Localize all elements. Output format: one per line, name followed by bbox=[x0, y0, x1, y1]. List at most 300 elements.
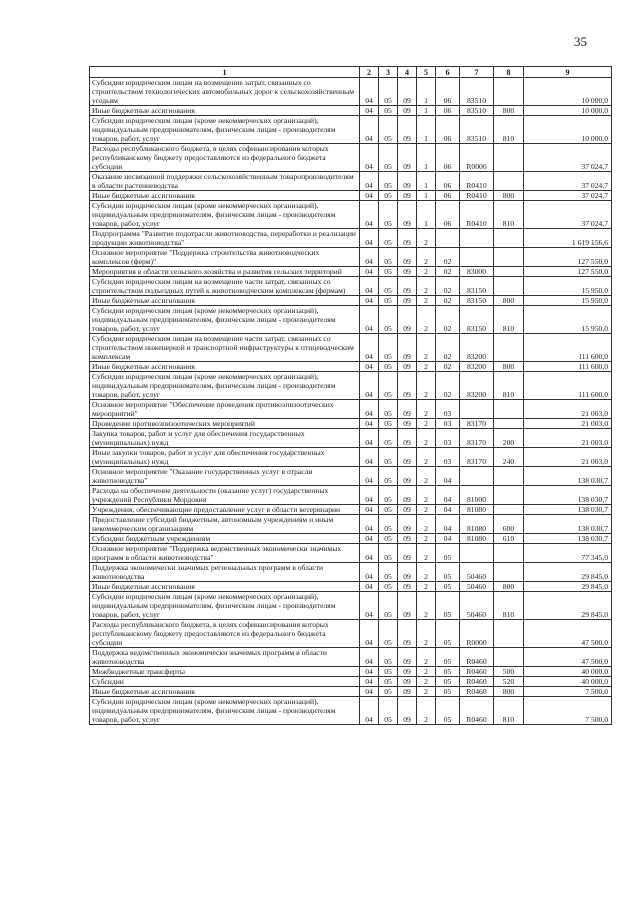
row-name: Межбюджетные трансферты bbox=[90, 667, 360, 677]
row-name: Субсидии юридическим лицам (кроме некоммерческих организаций), индивидуальным предпринимателям, физическим лицам - производителям товаров, работ, услуг bbox=[90, 116, 360, 144]
code-subsection: 09 bbox=[398, 229, 417, 248]
row-amount: 15 950,0 bbox=[524, 306, 612, 334]
code-measure: 06 bbox=[436, 116, 460, 144]
code-program: 2 bbox=[417, 515, 436, 534]
row-name: Учреждения, обеспечивающие предоставление услуг в области ветеринарии bbox=[90, 505, 360, 515]
code-direction: R0460 bbox=[460, 677, 494, 687]
code-direction: 83150 bbox=[460, 306, 494, 334]
code-expense-type bbox=[494, 277, 524, 296]
code-subsection: 09 bbox=[398, 505, 417, 515]
code-measure: 06 bbox=[436, 172, 460, 191]
row-name: Оказание несвязанной поддержки сельскохозяйственным товаропроизводителям в области растениеводства bbox=[90, 172, 360, 191]
row-name: Иные бюджетные ассигнования bbox=[90, 296, 360, 306]
code-section: 05 bbox=[379, 296, 398, 306]
code-section: 05 bbox=[379, 201, 398, 229]
row-amount: 21 003,0 bbox=[524, 400, 612, 419]
code-ministry: 04 bbox=[360, 419, 379, 429]
row-name: Субсидии bbox=[90, 677, 360, 687]
code-section: 05 bbox=[379, 667, 398, 677]
row-name: Проведение противоэпизоотических мероприятий bbox=[90, 419, 360, 429]
code-measure: 05 bbox=[436, 592, 460, 620]
code-subsection: 09 bbox=[398, 687, 417, 697]
code-ministry: 04 bbox=[360, 592, 379, 620]
table-row bbox=[90, 544, 612, 563]
code-direction bbox=[460, 544, 494, 563]
code-direction: 83200 bbox=[460, 334, 494, 362]
code-ministry: 04 bbox=[360, 429, 379, 448]
code-measure: 02 bbox=[436, 334, 460, 362]
code-measure: 05 bbox=[436, 667, 460, 677]
row-amount: 7 500,0 bbox=[524, 697, 612, 725]
code-section: 05 bbox=[379, 106, 398, 116]
row-amount: 1 619 156,6 bbox=[524, 229, 612, 248]
code-program: 2 bbox=[417, 620, 436, 648]
row-amount: 138 030,7 bbox=[524, 467, 612, 486]
table-row bbox=[90, 467, 612, 486]
row-name: Субсидии юридическим лицам (кроме некоммерческих организаций), индивидуальным предпринимателям, физическим лицам - производителям товаров, работ, услуг bbox=[90, 592, 360, 620]
code-expense-type bbox=[494, 505, 524, 515]
code-subsection: 09 bbox=[398, 116, 417, 144]
table-row bbox=[90, 372, 612, 400]
column-header-7: 7 bbox=[460, 67, 494, 78]
code-measure: 02 bbox=[436, 267, 460, 277]
code-ministry: 04 bbox=[360, 677, 379, 687]
code-direction: 83170 bbox=[460, 429, 494, 448]
table-row bbox=[90, 620, 612, 648]
code-measure: 05 bbox=[436, 620, 460, 648]
code-measure: 04 bbox=[436, 505, 460, 515]
code-subsection: 09 bbox=[398, 544, 417, 563]
code-program: 1 bbox=[417, 191, 436, 201]
code-direction: 81000 bbox=[460, 486, 494, 505]
code-ministry: 04 bbox=[360, 372, 379, 400]
code-direction: 83150 bbox=[460, 277, 494, 296]
code-ministry: 04 bbox=[360, 334, 379, 362]
row-amount: 111 600,0 bbox=[524, 372, 612, 400]
code-direction: 83170 bbox=[460, 419, 494, 429]
code-program: 2 bbox=[417, 534, 436, 544]
code-expense-type: 610 bbox=[494, 534, 524, 544]
code-measure bbox=[436, 229, 460, 248]
code-expense-type bbox=[494, 334, 524, 362]
code-measure: 06 bbox=[436, 201, 460, 229]
code-program: 2 bbox=[417, 544, 436, 563]
code-ministry: 04 bbox=[360, 544, 379, 563]
code-expense-type bbox=[494, 400, 524, 419]
code-ministry: 04 bbox=[360, 362, 379, 372]
code-expense-type bbox=[494, 544, 524, 563]
code-program: 2 bbox=[417, 419, 436, 429]
code-subsection: 09 bbox=[398, 144, 417, 172]
code-program: 2 bbox=[417, 277, 436, 296]
code-measure: 03 bbox=[436, 400, 460, 419]
column-header-2: 2 bbox=[360, 67, 379, 78]
code-measure: 03 bbox=[436, 419, 460, 429]
code-section: 05 bbox=[379, 362, 398, 372]
row-name: Иные закупки товаров, работ и услуг для обеспечения государственных (муниципальных) нужд bbox=[90, 448, 360, 467]
code-ministry: 04 bbox=[360, 306, 379, 334]
row-name: Субсидии юридическим лицам (кроме некоммерческих организаций), индивидуальным предпринимателям, физическим лицам - производителям товаров, работ, услуг bbox=[90, 372, 360, 400]
code-ministry: 04 bbox=[360, 277, 379, 296]
row-name: Субсидии юридическим лицам на возмещение части затрат, связанных со строительством подъездных путей к животноводческим комплексам (фермам) bbox=[90, 277, 360, 296]
table-row bbox=[90, 534, 612, 544]
row-amount: 47 500,0 bbox=[524, 648, 612, 667]
code-program: 1 bbox=[417, 78, 436, 106]
code-section: 05 bbox=[379, 582, 398, 592]
code-direction: 83170 bbox=[460, 448, 494, 467]
table-row bbox=[90, 677, 612, 687]
code-measure: 05 bbox=[436, 677, 460, 687]
code-direction: 81080 bbox=[460, 515, 494, 534]
code-direction bbox=[460, 400, 494, 419]
code-direction: 50460 bbox=[460, 563, 494, 582]
row-name: Субсидии юридическим лицам на возмещение затрат, связанных со строительством технологических автомобильных дорог к сельскохозяйственным угодьям bbox=[90, 78, 360, 106]
row-amount: 21 003,0 bbox=[524, 419, 612, 429]
code-ministry: 04 bbox=[360, 467, 379, 486]
table-row bbox=[90, 172, 612, 191]
row-name: Расходы республиканского бюджета, в целях софинансирования которых республиканскому бюджету предоставляются из федерального бюджета субсидии bbox=[90, 144, 360, 172]
code-program: 2 bbox=[417, 267, 436, 277]
table-row bbox=[90, 296, 612, 306]
code-expense-type: 800 bbox=[494, 687, 524, 697]
code-measure: 04 bbox=[436, 467, 460, 486]
code-section: 05 bbox=[379, 486, 398, 505]
code-expense-type bbox=[494, 486, 524, 505]
code-measure: 02 bbox=[436, 306, 460, 334]
row-amount: 15 950,0 bbox=[524, 296, 612, 306]
code-subsection: 09 bbox=[398, 448, 417, 467]
row-amount: 29 845,0 bbox=[524, 563, 612, 582]
code-ministry: 04 bbox=[360, 144, 379, 172]
row-name: Поддержка экономически значимых региональных программ в области животноводства bbox=[90, 563, 360, 582]
table-row bbox=[90, 648, 612, 667]
table-row bbox=[90, 687, 612, 697]
code-program: 2 bbox=[417, 677, 436, 687]
row-name: Поддержка ведомственных экономически значимых программ в области животноводства bbox=[90, 648, 360, 667]
code-expense-type bbox=[494, 620, 524, 648]
row-name: Иные бюджетные ассигнования bbox=[90, 362, 360, 372]
row-amount: 138 030,7 bbox=[524, 534, 612, 544]
table-row bbox=[90, 229, 612, 248]
code-subsection: 09 bbox=[398, 592, 417, 620]
row-amount: 127 550,0 bbox=[524, 248, 612, 267]
code-expense-type bbox=[494, 563, 524, 582]
code-section: 05 bbox=[379, 334, 398, 362]
code-program: 1 bbox=[417, 201, 436, 229]
row-amount: 15 950,0 bbox=[524, 277, 612, 296]
code-section: 05 bbox=[379, 429, 398, 448]
table-row bbox=[90, 448, 612, 467]
code-direction: 83510 bbox=[460, 78, 494, 106]
table-row bbox=[90, 248, 612, 267]
code-direction: R0410 bbox=[460, 191, 494, 201]
code-direction: R0000 bbox=[460, 144, 494, 172]
code-section: 05 bbox=[379, 467, 398, 486]
code-section: 05 bbox=[379, 144, 398, 172]
code-program: 2 bbox=[417, 486, 436, 505]
code-section: 05 bbox=[379, 172, 398, 191]
code-ministry: 04 bbox=[360, 106, 379, 116]
row-amount: 29 845,0 bbox=[524, 582, 612, 592]
code-section: 05 bbox=[379, 78, 398, 106]
code-direction: 83000 bbox=[460, 267, 494, 277]
code-ministry: 04 bbox=[360, 248, 379, 267]
code-subsection: 09 bbox=[398, 296, 417, 306]
code-section: 05 bbox=[379, 419, 398, 429]
code-measure: 06 bbox=[436, 78, 460, 106]
table-row bbox=[90, 400, 612, 419]
code-ministry: 04 bbox=[360, 515, 379, 534]
code-section: 05 bbox=[379, 229, 398, 248]
code-ministry: 04 bbox=[360, 267, 379, 277]
code-program: 2 bbox=[417, 306, 436, 334]
row-amount: 138 030,7 bbox=[524, 515, 612, 534]
table-row bbox=[90, 201, 612, 229]
code-program: 2 bbox=[417, 248, 436, 267]
code-expense-type: 810 bbox=[494, 201, 524, 229]
code-ministry: 04 bbox=[360, 697, 379, 725]
row-amount: 40 000,0 bbox=[524, 677, 612, 687]
code-program: 2 bbox=[417, 667, 436, 677]
code-subsection: 09 bbox=[398, 172, 417, 191]
row-name: Субсидии юридическим лицам на возмещение части затрат, связанных со строительством инженерной и транспортной инфраструктуры к птицеводческим комплексам bbox=[90, 334, 360, 362]
code-ministry: 04 bbox=[360, 191, 379, 201]
table-row bbox=[90, 697, 612, 725]
row-amount: 37 024,7 bbox=[524, 144, 612, 172]
row-name: Иные бюджетные ассигнования bbox=[90, 687, 360, 697]
row-amount: 138 030,7 bbox=[524, 486, 612, 505]
code-expense-type: 800 bbox=[494, 582, 524, 592]
code-direction: 50460 bbox=[460, 582, 494, 592]
code-expense-type: 600 bbox=[494, 515, 524, 534]
row-name: Иные бюджетные ассигнования bbox=[90, 191, 360, 201]
code-section: 05 bbox=[379, 648, 398, 667]
code-subsection: 09 bbox=[398, 78, 417, 106]
code-ministry: 04 bbox=[360, 648, 379, 667]
code-section: 05 bbox=[379, 687, 398, 697]
table-row bbox=[90, 362, 612, 372]
table-row bbox=[90, 515, 612, 534]
code-measure: 03 bbox=[436, 448, 460, 467]
row-amount: 127 550,0 bbox=[524, 267, 612, 277]
code-section: 05 bbox=[379, 448, 398, 467]
code-measure: 02 bbox=[436, 362, 460, 372]
code-ministry: 04 bbox=[360, 296, 379, 306]
row-name: Расходы республиканского бюджета, в целях софинансирования которых республиканскому бюджету предоставляются из федерального бюджета субсидии bbox=[90, 620, 360, 648]
code-direction: 83150 bbox=[460, 296, 494, 306]
code-subsection: 09 bbox=[398, 563, 417, 582]
code-expense-type bbox=[494, 172, 524, 191]
code-measure: 05 bbox=[436, 544, 460, 563]
code-program: 1 bbox=[417, 116, 436, 144]
row-name: Субсидии юридическим лицам (кроме некоммерческих организаций), индивидуальным предпринимателям, физическим лицам - производителям товаров, работ, услуг bbox=[90, 306, 360, 334]
code-ministry: 04 bbox=[360, 400, 379, 419]
row-amount: 77 345,0 bbox=[524, 544, 612, 563]
row-name: Закупка товаров, работ и услуг для обеспечения государственных (муниципальных) нужд bbox=[90, 429, 360, 448]
column-header-6: 6 bbox=[436, 67, 460, 78]
code-measure: 05 bbox=[436, 697, 460, 725]
page-number: 35 bbox=[574, 34, 587, 49]
code-expense-type bbox=[494, 467, 524, 486]
code-expense-type: 810 bbox=[494, 372, 524, 400]
code-expense-type: 800 bbox=[494, 362, 524, 372]
table-header-row bbox=[90, 67, 612, 78]
code-ministry: 04 bbox=[360, 534, 379, 544]
row-name: Подпрограмма "Развитие подотрасли животноводства, переработки и реализации продукции животноводства" bbox=[90, 229, 360, 248]
code-ministry: 04 bbox=[360, 667, 379, 677]
code-ministry: 04 bbox=[360, 172, 379, 191]
column-header-8: 8 bbox=[494, 67, 524, 78]
code-subsection: 09 bbox=[398, 248, 417, 267]
code-ministry: 04 bbox=[360, 620, 379, 648]
code-expense-type bbox=[494, 144, 524, 172]
row-name: Основное мероприятие "Поддержка строительства животноводческих комплексов (ферм)" bbox=[90, 248, 360, 267]
row-amount: 47 500,0 bbox=[524, 620, 612, 648]
code-section: 05 bbox=[379, 191, 398, 201]
table-row bbox=[90, 78, 612, 106]
code-program: 2 bbox=[417, 592, 436, 620]
row-name: Расходы на обеспечение деятельности (оказание услуг) государственных учреждений Республики Мордовия bbox=[90, 486, 360, 505]
code-section: 05 bbox=[379, 267, 398, 277]
row-amount: 111 600,0 bbox=[524, 362, 612, 372]
code-program: 2 bbox=[417, 448, 436, 467]
code-section: 05 bbox=[379, 372, 398, 400]
code-expense-type: 200 bbox=[494, 429, 524, 448]
column-header-3: 3 bbox=[379, 67, 398, 78]
code-program: 2 bbox=[417, 505, 436, 515]
row-amount: 37 024,7 bbox=[524, 191, 612, 201]
code-subsection: 09 bbox=[398, 191, 417, 201]
code-direction: R0460 bbox=[460, 697, 494, 725]
code-expense-type bbox=[494, 419, 524, 429]
code-direction: R0410 bbox=[460, 201, 494, 229]
code-measure: 06 bbox=[436, 106, 460, 116]
code-measure: 06 bbox=[436, 191, 460, 201]
code-program: 1 bbox=[417, 172, 436, 191]
code-subsection: 09 bbox=[398, 620, 417, 648]
code-direction: 50460 bbox=[460, 592, 494, 620]
code-direction: R0410 bbox=[460, 172, 494, 191]
table-row bbox=[90, 306, 612, 334]
code-expense-type bbox=[494, 248, 524, 267]
code-subsection: 09 bbox=[398, 667, 417, 677]
code-program: 1 bbox=[417, 144, 436, 172]
table-row bbox=[90, 429, 612, 448]
code-ministry: 04 bbox=[360, 505, 379, 515]
code-expense-type bbox=[494, 229, 524, 248]
code-expense-type: 810 bbox=[494, 697, 524, 725]
code-section: 05 bbox=[379, 544, 398, 563]
code-ministry: 04 bbox=[360, 448, 379, 467]
row-amount: 10 000,0 bbox=[524, 78, 612, 106]
row-amount: 37 024,7 bbox=[524, 172, 612, 191]
code-program: 2 bbox=[417, 296, 436, 306]
row-name: Субсидии юридическим лицам (кроме некоммерческих организаций), индивидуальным предпринимателям, физическим лицам - производителям товаров, работ, услуг bbox=[90, 697, 360, 725]
table-row bbox=[90, 419, 612, 429]
code-ministry: 04 bbox=[360, 229, 379, 248]
code-expense-type: 520 bbox=[494, 677, 524, 687]
code-direction bbox=[460, 248, 494, 267]
code-ministry: 04 bbox=[360, 687, 379, 697]
code-program: 2 bbox=[417, 648, 436, 667]
code-subsection: 09 bbox=[398, 334, 417, 362]
code-section: 05 bbox=[379, 306, 398, 334]
code-measure: 03 bbox=[436, 429, 460, 448]
row-amount: 21 003,0 bbox=[524, 429, 612, 448]
code-direction: R0460 bbox=[460, 687, 494, 697]
code-section: 05 bbox=[379, 534, 398, 544]
code-subsection: 09 bbox=[398, 486, 417, 505]
code-ministry: 04 bbox=[360, 486, 379, 505]
code-expense-type: 800 bbox=[494, 296, 524, 306]
row-amount: 10 000,0 bbox=[524, 106, 612, 116]
code-measure: 02 bbox=[436, 372, 460, 400]
table-row bbox=[90, 191, 612, 201]
code-program: 2 bbox=[417, 582, 436, 592]
code-measure: 05 bbox=[436, 687, 460, 697]
code-section: 05 bbox=[379, 515, 398, 534]
column-header-1: 1 bbox=[90, 67, 360, 78]
budget-table bbox=[89, 66, 612, 725]
code-subsection: 09 bbox=[398, 534, 417, 544]
code-direction: R0460 bbox=[460, 648, 494, 667]
code-section: 05 bbox=[379, 400, 398, 419]
row-name: Основное мероприятие "Обеспечение проведения противоэпизоотических мероприятий" bbox=[90, 400, 360, 419]
row-name: Основное мероприятие "Поддержка ведомственных экономически значимых программ в области животноводства" bbox=[90, 544, 360, 563]
code-subsection: 09 bbox=[398, 429, 417, 448]
code-measure: 05 bbox=[436, 648, 460, 667]
code-section: 05 bbox=[379, 620, 398, 648]
code-expense-type: 800 bbox=[494, 191, 524, 201]
code-subsection: 09 bbox=[398, 277, 417, 296]
code-direction: 81080 bbox=[460, 534, 494, 544]
code-measure: 05 bbox=[436, 582, 460, 592]
row-name: Основное мероприятие "Оказание государственных услуг в отрасли животноводства" bbox=[90, 467, 360, 486]
row-name: Субсидии юридическим лицам (кроме некоммерческих организаций), индивидуальным предпринимателям, физическим лицам - производителям товаров, работ, услуг bbox=[90, 201, 360, 229]
code-direction: 83200 bbox=[460, 372, 494, 400]
table-row bbox=[90, 505, 612, 515]
row-amount: 37 024,7 bbox=[524, 201, 612, 229]
code-subsection: 09 bbox=[398, 677, 417, 687]
code-measure: 06 bbox=[436, 144, 460, 172]
code-section: 05 bbox=[379, 248, 398, 267]
code-measure: 04 bbox=[436, 515, 460, 534]
code-subsection: 09 bbox=[398, 267, 417, 277]
code-subsection: 09 bbox=[398, 467, 417, 486]
code-expense-type: 500 bbox=[494, 667, 524, 677]
row-amount: 40 000,0 bbox=[524, 667, 612, 677]
code-subsection: 09 bbox=[398, 515, 417, 534]
row-amount: 7 500,0 bbox=[524, 687, 612, 697]
code-subsection: 09 bbox=[398, 582, 417, 592]
table-row bbox=[90, 486, 612, 505]
code-ministry: 04 bbox=[360, 201, 379, 229]
code-section: 05 bbox=[379, 505, 398, 515]
code-section: 05 bbox=[379, 277, 398, 296]
code-subsection: 09 bbox=[398, 400, 417, 419]
code-program: 2 bbox=[417, 429, 436, 448]
code-expense-type bbox=[494, 78, 524, 106]
code-ministry: 04 bbox=[360, 563, 379, 582]
column-header-4: 4 bbox=[398, 67, 417, 78]
table-row bbox=[90, 116, 612, 144]
table-row bbox=[90, 277, 612, 296]
code-program: 2 bbox=[417, 563, 436, 582]
code-direction: R0460 bbox=[460, 667, 494, 677]
table-row bbox=[90, 667, 612, 677]
code-measure: 04 bbox=[436, 534, 460, 544]
row-amount: 29 845,0 bbox=[524, 592, 612, 620]
